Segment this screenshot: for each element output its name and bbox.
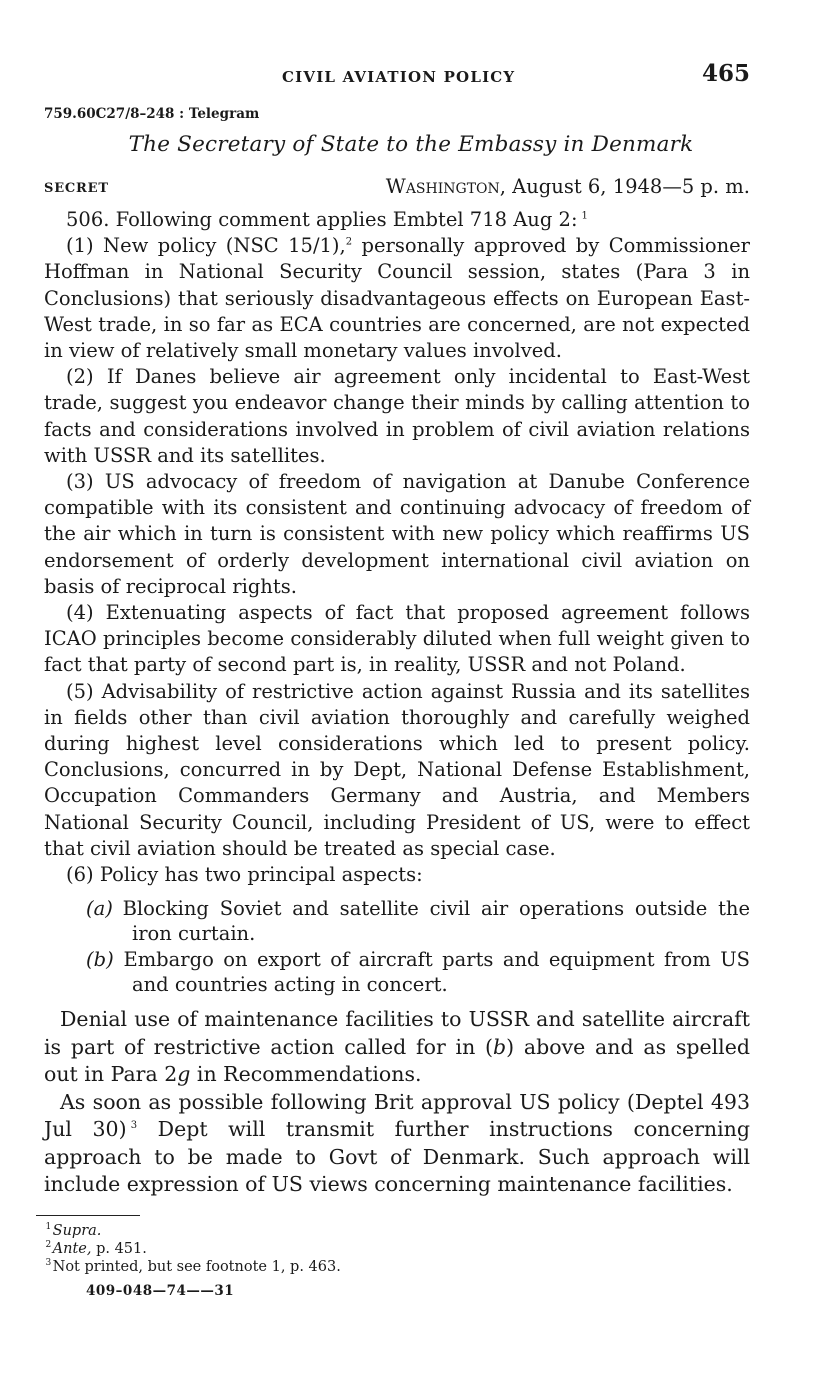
list-label-b: (b) <box>86 948 114 972</box>
list-item-a <box>86 896 750 946</box>
denial-text-g: g <box>177 1062 191 1087</box>
running-title: CIVIL AVIATION POLICY <box>282 68 516 86</box>
telegram-body <box>44 207 750 997</box>
running-head <box>44 60 750 94</box>
footnote-2 <box>44 1240 750 1258</box>
denial-text-c: ) above and as spelled out in Para 2 <box>44 1034 750 1087</box>
list-text-a: Blocking Soviet and satellite civil air operations outside the iron curtain. <box>122 897 750 946</box>
page-number: 465 <box>701 60 750 87</box>
denial-text-d: in Recommendations. <box>190 1062 422 1087</box>
paragraph-1 <box>44 233 750 364</box>
paragraph-3: (3) US advocacy of freedom of navigation at Danube Conference compatible with its consistent and continuing advocacy of freedom of the air which in turn is consistent with new policy which reaffirms US endorsement of orderly development international civil aviation on basis of reciprocal rights. <box>44 470 750 598</box>
paragraph-4: (4) Extenuating aspects of fact that proposed agreement follows ICAO principles become considerably diluted when full weight given to fact that party of second part is, in reality, USSR and not Poland. <box>44 601 750 677</box>
paragraph-5: (5) Advisability of restrictive action against Russia and its satellites in fields other than civil aviation thoroughly and carefully weighed during highest level considerations which led to present policy. Conclusions, concurred in by Dept, National Defense Establishment, Occupation Commanders Germany and Austria, and Members National Security Council, including President of US, were to effect that civil aviation should be treated as special case. <box>44 679 750 860</box>
footnote-divider <box>36 1215 140 1216</box>
place-and-date <box>386 175 750 198</box>
footnote-2-text: p. 451. <box>91 1240 147 1257</box>
footnotes <box>44 1222 750 1276</box>
paragraph-denial <box>44 1006 750 1089</box>
footnote-ref-1: 1 <box>581 210 588 222</box>
closing-text <box>44 1006 750 1199</box>
list-label-a: (a) <box>86 897 113 921</box>
footnote-1-mark: 1 <box>45 1221 52 1232</box>
denial-text-b: b <box>493 1034 507 1059</box>
paragraph-2: (2) If Danes believe air agreement only incidental to East-West trade, suggest you endeavor change their minds by calling attention to facts and considerations involved in problem of civil aviation relations with USSR and its satellites. <box>44 365 750 467</box>
final-text-b: Dept will transmit further instructions concerning approach to be made to Govt of Denmark. Such approach will include expression of US views concerning maintenance facilities. <box>44 1117 751 1197</box>
print-code: 409–048—74——31 <box>86 1282 235 1299</box>
paragraph-1-text-a: (1) New policy (NSC 15/1), <box>66 234 346 258</box>
classification-label: SECRET <box>44 181 109 196</box>
paragraph-1-text-b: personally approved by Commissioner Hoffman in National Security Council session, states (Para 3 in Conclusions) that seriously disadvantageous effects on European East-West trade, in so far as ECA countries are concerned, are not expected in view of relatively small monetary values involved. <box>44 234 750 363</box>
footnote-3-mark: 3 <box>45 1257 52 1268</box>
footnote-3 <box>44 1258 750 1276</box>
policy-aspects-list <box>86 896 750 997</box>
dateline <box>44 171 750 207</box>
list-text-b: Embargo on export of aircraft parts and equipment from US and countries acting in concert. <box>123 948 750 997</box>
paragraph-506 <box>44 207 750 233</box>
footnote-2-italic: Ante, <box>52 1240 92 1257</box>
footnote-ref-2: 2 <box>345 236 353 248</box>
footnote-1-italic: Supra. <box>52 1222 102 1239</box>
paragraph-506-text: 506. Following comment applies Embtel 718 Aug 2: <box>66 208 578 231</box>
footnote-ref-3: 3 <box>130 1120 138 1132</box>
list-item-b <box>86 947 750 997</box>
place-name: Washington <box>385 175 500 198</box>
date-time: , August 6, 1948—5 p. m. <box>499 175 750 198</box>
paragraph-final <box>44 1089 750 1199</box>
footnote-2-mark: 2 <box>45 1239 52 1250</box>
denial-text-a: Denial use of maintenance facilities to USSR and satellite aircraft is part of restrictive action called for in ( <box>44 1007 750 1059</box>
footnote-1 <box>44 1222 750 1240</box>
final-text-a: As soon as possible following Brit approval US policy (Deptel 493 Jul 30) <box>44 1089 750 1142</box>
footnote-3-text: Not printed, but see footnote 1, p. 463. <box>52 1258 341 1275</box>
paragraph-6: (6) Policy has two principal aspects: <box>66 863 423 887</box>
document-title: The Secretary of State to the Embassy in Denmark <box>128 132 694 157</box>
file-reference: 759.60C27/8–248 : Telegram <box>44 106 260 122</box>
document-page <box>44 60 750 1299</box>
